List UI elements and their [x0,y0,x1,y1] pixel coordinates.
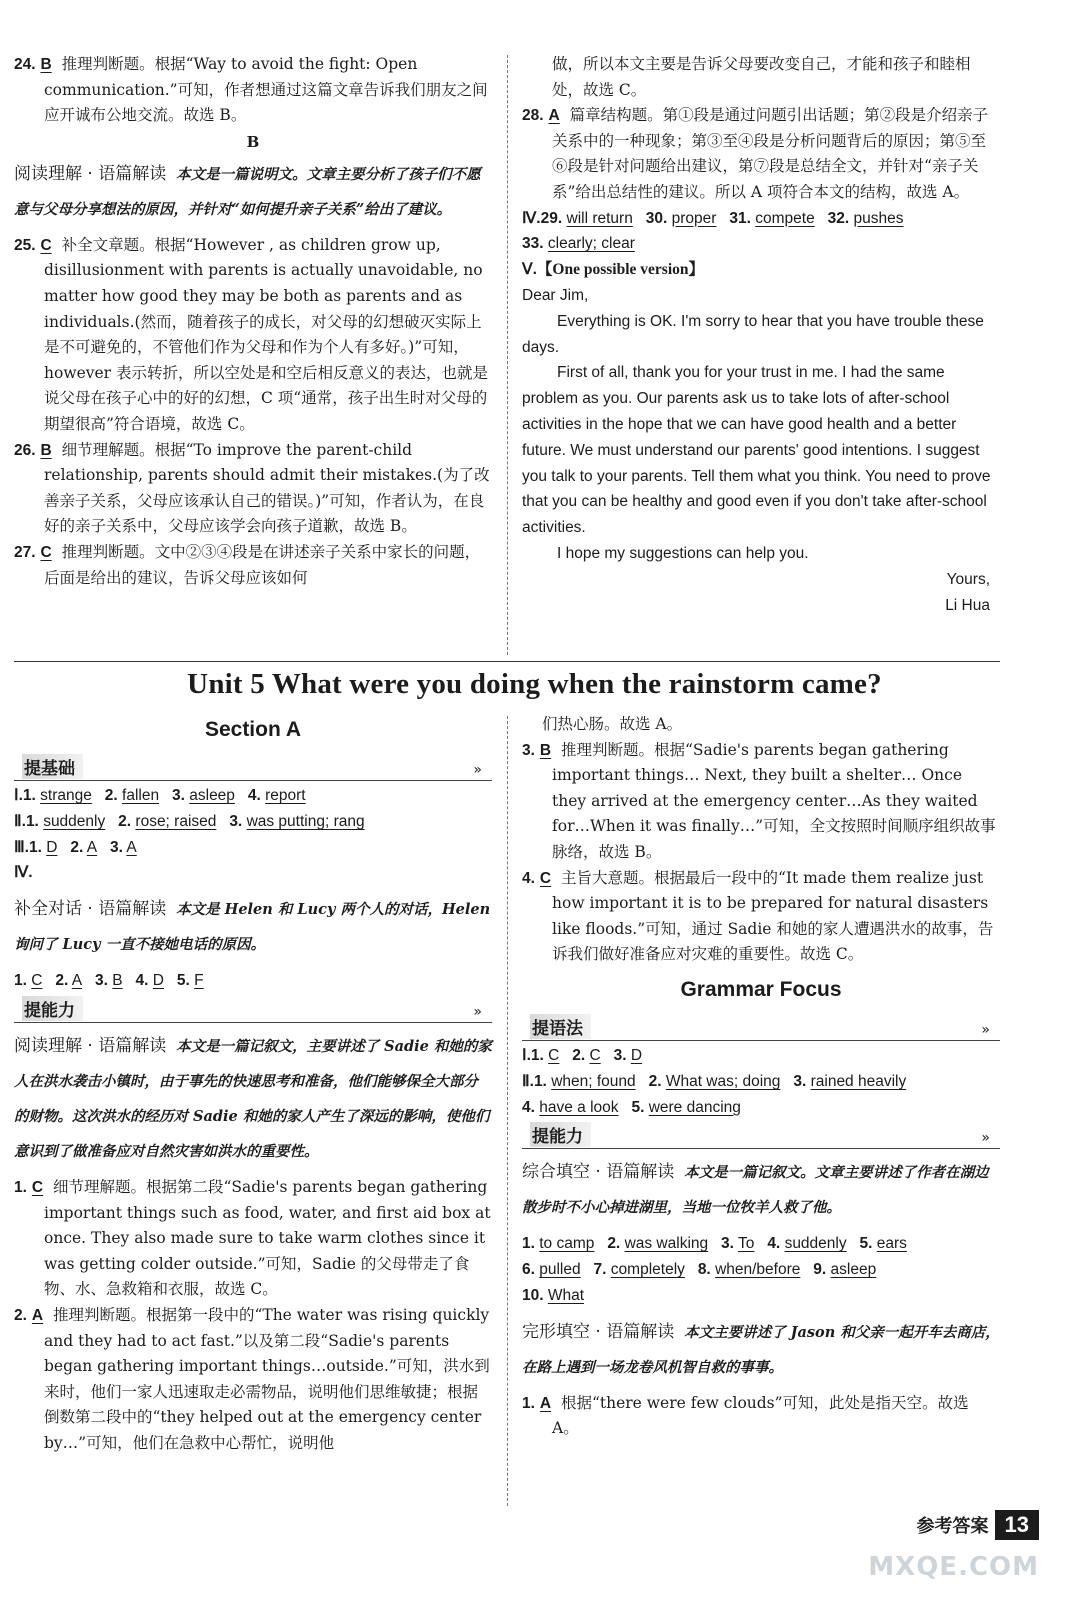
column-divider [507,55,508,655]
answer-2: 2. A 推理判断题。根据第一段中的“The water was rising quickly and they had to act fast.”以及第二段“Sadie's parents began gathering important things…outside.”可知，洪水到来时，他们一家人迅速取走必需物品，说明他们思维敏捷；根据倒数第二段中的“they helped out at the emergency center by…”可知，他们在急救中心帮忙，说明他 [14,1305,490,1452]
section-a-title: Section A [204,718,302,741]
section-a-column [14,712,492,1457]
chevron-icon: » [473,1003,482,1020]
grammar-bar: 提语法 » [522,1012,1000,1041]
unit-title: Unit 5 What were you doing when the rainstorm came? [187,668,882,700]
page-number: 13 [995,1510,1039,1540]
cloze-answer-1: 1. A 根据“there were few clouds”可知，此处是指天空。故选 A。 [522,1393,969,1438]
chevron-icon: » [981,1021,990,1038]
letter-signature: Li Hua [945,596,990,614]
grammar-roman-1: Ⅰ.1. C 2. C 3. D [522,1046,643,1064]
roman-4-heading: Ⅳ. [14,864,33,882]
reading-intro-b: 阅读理解 · 语篇解读 本文是一篇说明文。文章主要分析了孩子们不愿意与父母分享想法的原因，并针对“如何提升亲子关系”给出了建议。 [14,163,481,218]
fill-intro: 综合填空 · 语篇解读 本文是一篇记叙文。文章主要讲述了作者在湖边散步时不小心掉进湖里，当地一位牧羊人救了他。 [522,1162,989,1217]
footer-label: 参考答案 [916,1516,989,1537]
answer-4: 4. C 主旨大意题。根据最后一段中的“It made them realize just how important it is to be prepared for natural disasters like floods.”可知，通过 Sadie 和她的家人遭遇洪水的故事，告诉我们做好准备应对灾难的重要性。故选 C。 [522,868,994,964]
answer-26: 26. B 细节理解题。根据“To improve the parent-child relationship, parents should admit their mistakes.(为了改善亲子关系，父母应该承认自己的错误。)”可知，作者认为，在良好的亲子关系中，父母应该学会向孩子道歉，故选 B。 [14,440,490,536]
sample-letter [522,283,1000,618]
grammar-column [522,712,1000,1442]
grammar-ability-bar: 提能力 » [522,1120,1000,1149]
answer-27: 27. C 推理判断题。文中②③④段是在讲述亲子关系中家长的问题，后面是给出的建议，告诉父母应该如何 [14,542,481,587]
letter-greeting: Dear Jim, [522,286,589,304]
ability-bar: 提能力 » [14,994,492,1023]
dialog-intro: 补全对话 · 语篇解读 本文是 Helen 和 Lucy 两个人的对话，Helen 询问了 Lucy 一直不接她电话的原因。 [14,899,491,954]
answer-27-continued: 做，所以本文主要是告诉父母要改变自己，才能和孩子和睦相处，故选 C。 [552,55,971,99]
basic-bar: 提基础 » [14,752,492,781]
reading-intro: 阅读理解 · 语篇解读 本文是一篇记叙文，主要讲述了 Sadie 和她的家人在洪水袭击小镇时，由于事先的快速思考和准备，他们能够保全大部分的财物。这次洪水的经历对 Sadie 和她的家人产生了深远的影响，使他们意识到了做准备应对自然灾害如洪水的重要性。 [14,1035,492,1160]
part-b-heading: B [246,132,260,151]
chevron-icon: » [981,1130,990,1147]
grammar-focus-title: Grammar Focus [680,977,842,1001]
part-iv-answers: Ⅳ.29. will return 30. proper 31. compete 32. pushes 33. clearly; clear [522,209,904,253]
chevron-icon: » [473,762,482,778]
fill-answers: 1. to camp 2. was walking 3. To 4. suddenly 5. ears 6. pulled 7. completely 8. when/before 9. asleep 10. What [522,1235,907,1304]
answer-24: 24. B 推理判断题。根据“Way to avoid the fight: Open communication.”可知，作者想通过这篇文章告诉我们朋友之间应开诚布公地交流。故选 B。 [14,55,488,125]
roman-2-answers: Ⅱ.1. suddenly 2. rose; raised 3. was putting; rang [14,812,365,830]
answer-28: 28. A 篇章结构题。第①段是通过问题引出话题；第②段是介绍亲子关系中的一种现象；第③至④段是分析问题背后的原因；第⑤至⑥段是针对问题给出建议，第⑦段是总结全文，并针对“亲子关系”给出总结性的建议。所以 A 项符合本文的结构，故选 A。 [522,106,989,201]
letter-closing: Yours, [946,570,990,588]
top-left-column [14,52,492,591]
answer-2-continued: 们热心肠。故选 A。 [542,715,683,733]
answer-25: 25. C 补全文章题。根据“However , as children grow up, disillusionment with parents is actually unavoidable, no matter how good they may be both as parents and as individuals.(然而，随着孩子的成长，对父母的幻想破灭实际上是不可避免的，不管他们作为父母和作为个人有多好。)”可知，however 表示转折，所以空处是和空后相反意义的表达，也就是说父母在孩子心中的好的幻想，C 项“通常，孩子出生时对父母的期望很高”符合语境，故选 C。 [14,235,489,433]
roman-1-answers: Ⅰ.1. strange 2. fallen 3. asleep 4. report [14,787,306,804]
answer-1: 1. C 细节理解题。根据第二段“Sadie's parents began gathering important things such as food, water, and first aid box at once. They also made sure to take warm clothes since it was getting colder outside.”可知，Sadie 的父母带走了食物、水、急救箱和衣服，故选 C。 [14,1177,491,1299]
cloze-intro: 完形填空 · 语篇解读 本文主要讲述了 Jason 和父亲一起开车去商店，在路上遇到一场龙卷风机智自救的事事。 [522,1321,1000,1376]
letter-paragraph: First of all, thank you for your trust in me. I had the same problem as you. Our parents ask us to take lots of after-school activities in the hope that we can have good health and a better future. We must understand our parents' good intentions. I suggest you talk to your parents. Tell them what you think. You need to prove that you can be healthy and good even if you don't take after-school activities. [522,364,991,537]
column-divider [507,716,508,1506]
roman-3-answers: Ⅲ.1. D 2. A 3. A [14,838,137,856]
dialog-answers: 1. C 2. A 3. B 4. D 5. F [14,972,204,990]
section-rule [14,661,1000,662]
page-footer [917,1510,1039,1540]
grammar-roman-2: Ⅱ.1. when; found 2. What was; doing 3. rained heavily 4. have a look 5. were dancing [522,1072,907,1116]
watermark: MXQE.COM [868,1552,1039,1582]
letter-paragraph: I hope my suggestions can help you. [557,544,809,562]
answer-3: 3. B 推理判断题。根据“Sadie's parents began gathering important things… Next, they built a shelter… Once they arrived at the emergency center…As they waited for…When it was finally…”可知，全文按照时间顺序组织故事脉络，故选 B。 [522,740,996,861]
top-right-column [522,52,1000,618]
letter-paragraph: Everything is OK. I'm sorry to hear that you have trouble these days. [522,312,984,356]
part-v-heading: Ⅴ.【One possible version】 [522,261,704,279]
